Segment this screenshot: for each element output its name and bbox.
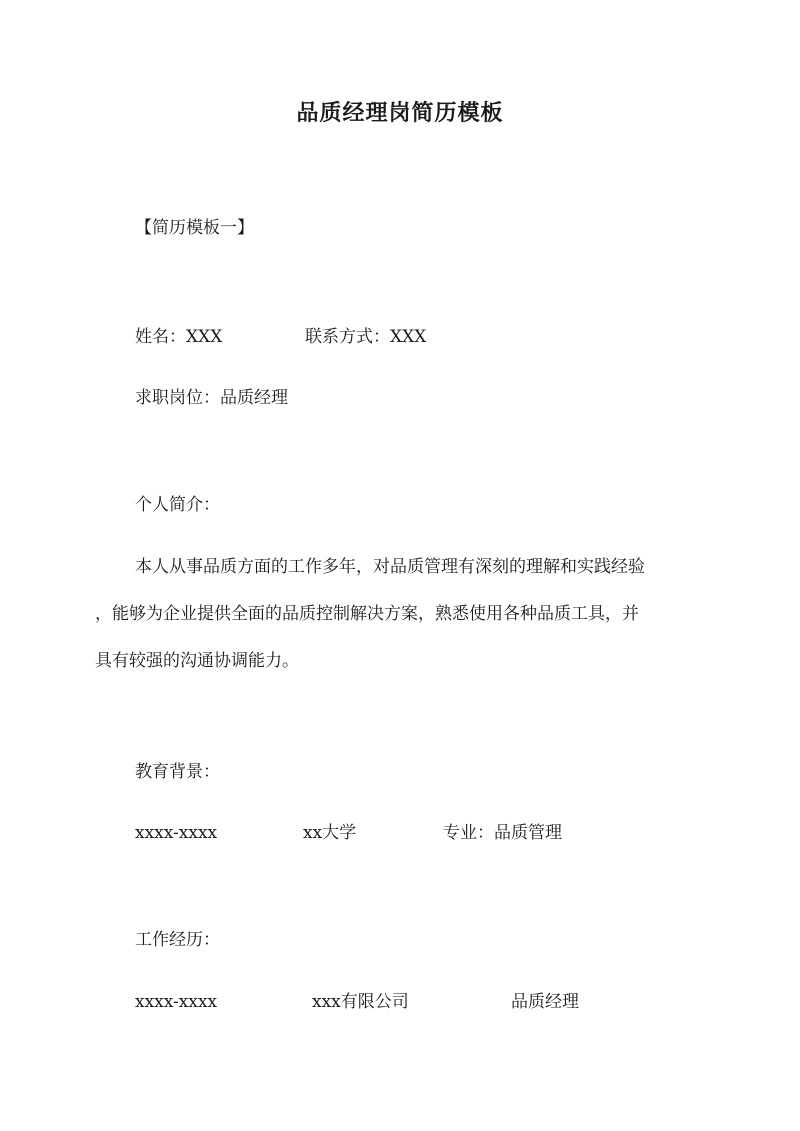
education-major: 专业：品质管理 bbox=[443, 823, 562, 843]
education-school: xx大学 bbox=[303, 823, 357, 843]
education-heading: 教育背景： bbox=[135, 762, 220, 782]
intro-line: 本人从事品质方面的工作多年，对品质管理有深刻的理解和实践经验 bbox=[135, 557, 645, 577]
intro-line: 具有较强的沟通协调能力。 bbox=[95, 651, 299, 671]
education-period: xxxx-xxxx bbox=[135, 823, 218, 843]
name-field: 姓名：XXX bbox=[135, 327, 223, 347]
intro-paragraph bbox=[95, 554, 705, 695]
section-label: 【简历模板一】 bbox=[135, 218, 254, 238]
intro-heading: 个人简介： bbox=[135, 495, 220, 515]
work-role: 品质经理 bbox=[511, 992, 579, 1012]
document-title: 品质经理岗简历模板 bbox=[296, 100, 504, 126]
intro-line: ，能够为企业提供全面的品质控制解决方案，熟悉使用各种品质工具，并 bbox=[95, 604, 639, 624]
position-line: 求职岗位：品质经理 bbox=[135, 388, 288, 408]
work-period: xxxx-xxxx bbox=[135, 992, 218, 1012]
work-company: xxx有限公司 bbox=[312, 992, 409, 1012]
contact-field: 联系方式：XXX bbox=[305, 327, 427, 347]
work-heading: 工作经历： bbox=[135, 930, 220, 950]
